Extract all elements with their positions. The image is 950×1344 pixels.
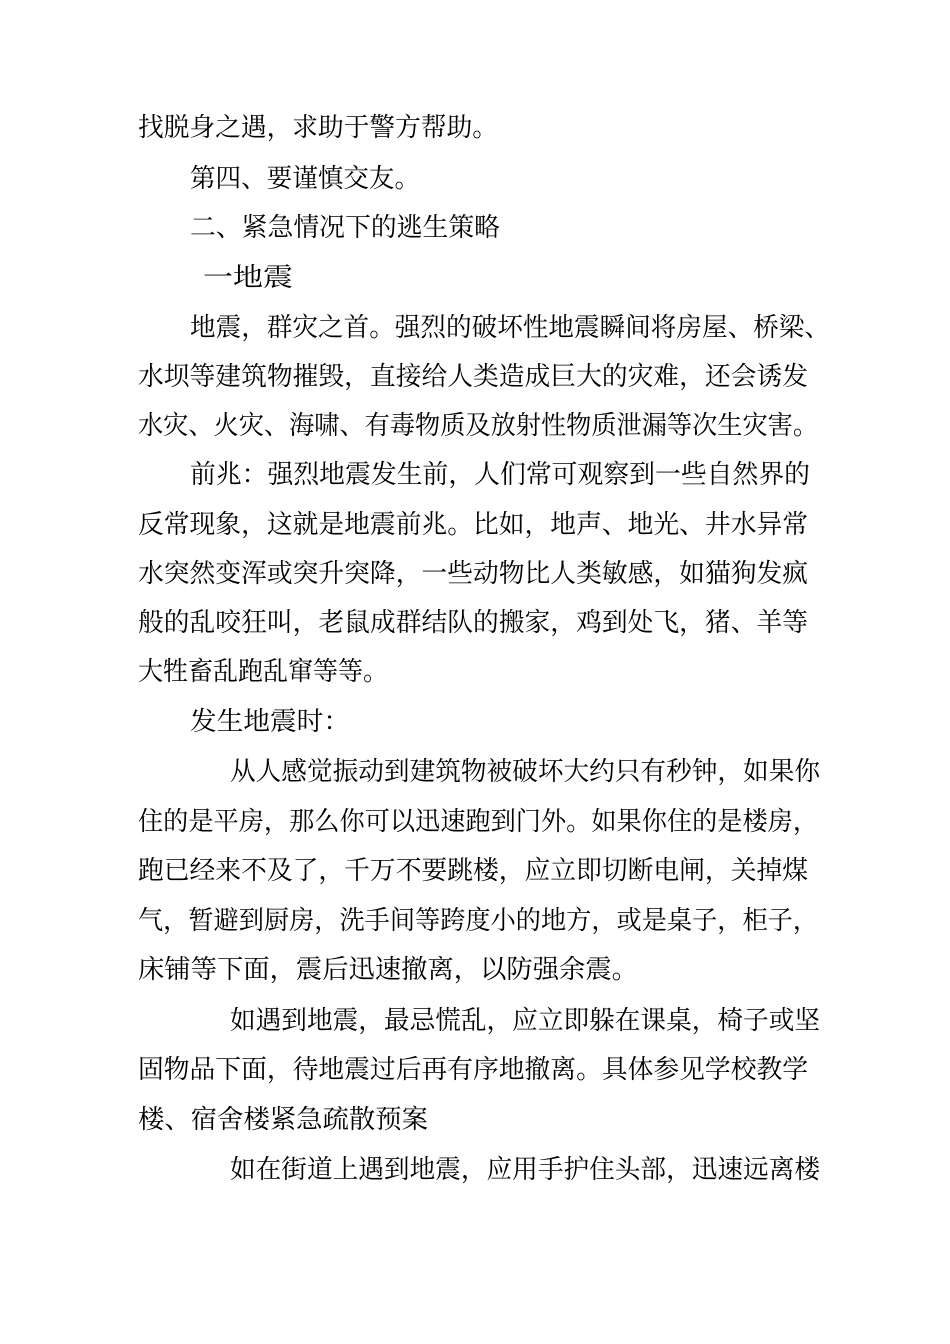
text-line: 住的是平房，那么你可以迅速跑到门外。如果你住的是楼房，: [138, 807, 819, 837]
text-line: 水坝等建筑物摧毁，直接给人类造成巨大的灾难，还会诱发: [138, 362, 809, 392]
text-line: 楼、宿舍楼紧急疏散预案: [138, 1105, 429, 1135]
text-line: 水突然变浑或突升突降，一些动物比人类敏感，如猫狗发疯: [138, 559, 809, 589]
text-line: 般的乱咬狂叫，老鼠成群结队的搬家，鸡到处飞，猪、羊等: [138, 608, 809, 638]
text-line: 发生地震时：: [190, 707, 351, 737]
text-line: 固物品下面，待地震过后再有序地撤离。具体参见学校教学: [138, 1055, 809, 1085]
text-line: 从人感觉振动到建筑物被破坏大约只有秒钟，如果你: [230, 757, 821, 787]
text-line: 前兆：强烈地震发生前，人们常可观察到一些自然界的: [190, 460, 811, 490]
text-line: 床铺等下面，震后迅速撤离，以防强余震。: [138, 955, 639, 985]
text-line: 找脱身之遇，求助于警方帮助。: [138, 113, 499, 143]
text-line: 地震，群灾之首。强烈的破坏性地震瞬间将房屋、桥梁、: [190, 313, 831, 343]
text-line: 大牲畜乱跑乱窜等等。: [138, 657, 389, 687]
text-line: 反常现象，这就是地震前兆。比如，地声、地光、井水异常: [138, 510, 809, 540]
text-line: 如在街道上遇到地震，应用手护住头部，迅速远离楼: [230, 1155, 821, 1185]
text-line: 水灾、火灾、海啸、有毒物质及放射性物质泄漏等次生灾害。: [138, 411, 819, 441]
text-line: 如遇到地震，最忌慌乱，应立即躲在课桌，椅子或坚: [230, 1006, 821, 1036]
text-line: 气，暂避到厨房，洗手间等跨度小的地方，或是桌子，柜子，: [138, 906, 819, 936]
text-line: 跑已经来不及了，千万不要跳楼，应立即切断电闸，关掉煤: [138, 856, 809, 886]
section-heading: 二、紧急情况下的逃生策略: [190, 213, 501, 243]
subsection-heading: 一地震: [203, 263, 294, 293]
text-line: 第四、要谨慎交友。: [190, 164, 421, 194]
